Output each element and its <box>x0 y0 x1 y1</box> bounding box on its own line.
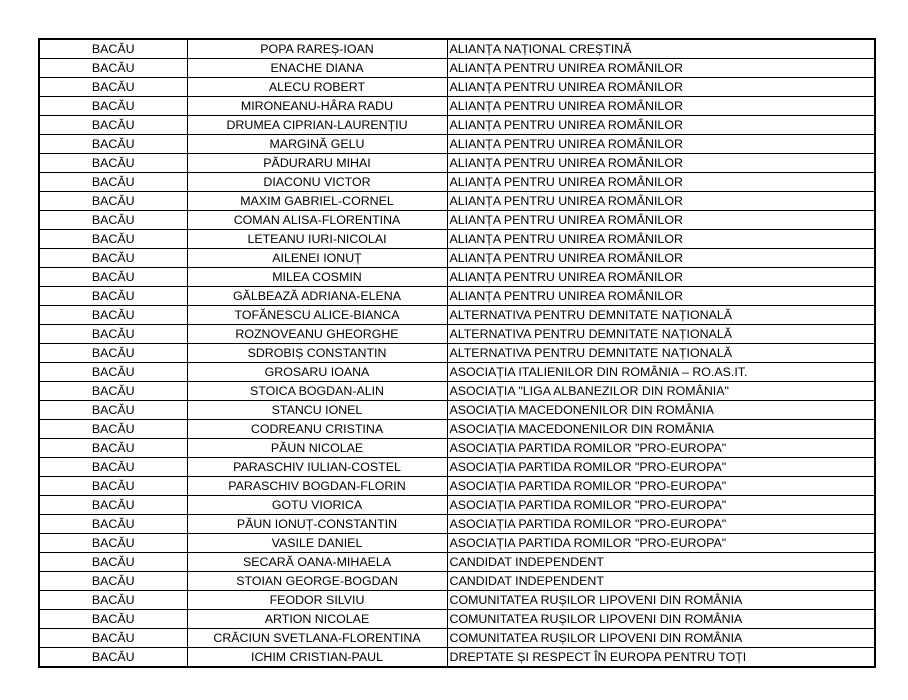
party-cell: ASOCIAȚIA PARTIDA ROMILOR "PRO-EUROPA" <box>447 477 875 496</box>
candidate-name-cell: DRUMEA CIPRIAN-LAURENȚIU <box>187 116 447 135</box>
county-cell: BACĂU <box>39 192 187 211</box>
table-row <box>39 306 875 325</box>
candidate-name-cell: CODREANU CRISTINA <box>187 420 447 439</box>
party-cell: ASOCIAȚIA MACEDONENILOR DIN ROMÂNIA <box>447 420 875 439</box>
candidate-name-cell: POPA RAREȘ-IOAN <box>187 39 447 59</box>
table-row <box>39 477 875 496</box>
county-cell: BACĂU <box>39 382 187 401</box>
candidate-name-cell: SECARĂ OANA-MIHAELA <box>187 553 447 572</box>
county-cell: BACĂU <box>39 648 187 668</box>
party-cell: ASOCIAȚIA PARTIDA ROMILOR "PRO-EUROPA" <box>447 439 875 458</box>
candidate-name-cell: CRĂCIUN SVETLANA-FLORENTINA <box>187 629 447 648</box>
candidate-name-cell: MIRONEANU-HÂRA RADU <box>187 97 447 116</box>
candidate-name-cell: PĂUN NICOLAE <box>187 439 447 458</box>
party-cell: ALIANȚA PENTRU UNIREA ROMÂNILOR <box>447 173 875 192</box>
candidate-name-cell: GOTU VIORICA <box>187 496 447 515</box>
candidate-name-cell: MILEA COSMIN <box>187 268 447 287</box>
table-row <box>39 97 875 116</box>
table-row <box>39 39 875 59</box>
county-cell: BACĂU <box>39 401 187 420</box>
party-cell: ALTERNATIVA PENTRU DEMNITATE NAȚIONALĂ <box>447 325 875 344</box>
county-cell: BACĂU <box>39 59 187 78</box>
table-row <box>39 648 875 668</box>
candidate-name-cell: VASILE DANIEL <box>187 534 447 553</box>
candidate-name-cell: ICHIM CRISTIAN-PAUL <box>187 648 447 668</box>
table-row <box>39 629 875 648</box>
party-cell: ASOCIAȚIA PARTIDA ROMILOR "PRO-EUROPA" <box>447 515 875 534</box>
table-row <box>39 325 875 344</box>
candidate-name-cell: GĂLBEAZĂ ADRIANA-ELENA <box>187 287 447 306</box>
candidate-name-cell: GROSARU IOANA <box>187 363 447 382</box>
county-cell: BACĂU <box>39 249 187 268</box>
county-cell: BACĂU <box>39 268 187 287</box>
county-cell: BACĂU <box>39 420 187 439</box>
county-cell: BACĂU <box>39 135 187 154</box>
county-cell: BACĂU <box>39 629 187 648</box>
table-row <box>39 249 875 268</box>
party-cell: ALIANȚA PENTRU UNIREA ROMÂNILOR <box>447 287 875 306</box>
county-cell: BACĂU <box>39 116 187 135</box>
county-cell: BACĂU <box>39 439 187 458</box>
party-cell: ALIANȚA NAȚIONAL CREȘTINĂ <box>447 39 875 59</box>
candidate-name-cell: PARASCHIV IULIAN-COSTEL <box>187 458 447 477</box>
party-cell: ALIANȚA PENTRU UNIREA ROMÂNILOR <box>447 249 875 268</box>
county-cell: BACĂU <box>39 553 187 572</box>
candidate-name-cell: AILENEI IONUȚ <box>187 249 447 268</box>
county-cell: BACĂU <box>39 78 187 97</box>
table-row <box>39 192 875 211</box>
party-cell: ASOCIAȚIA "LIGA ALBANEZILOR DIN ROMÂNIA" <box>447 382 875 401</box>
party-cell: ASOCIAȚIA PARTIDA ROMILOR "PRO-EUROPA" <box>447 496 875 515</box>
table-row <box>39 458 875 477</box>
party-cell: ALIANȚA PENTRU UNIREA ROMÂNILOR <box>447 192 875 211</box>
party-cell: ALIANȚA PENTRU UNIREA ROMÂNILOR <box>447 268 875 287</box>
county-cell: BACĂU <box>39 173 187 192</box>
table-row <box>39 572 875 591</box>
county-cell: BACĂU <box>39 534 187 553</box>
party-cell: ASOCIAȚIA PARTIDA ROMILOR "PRO-EUROPA" <box>447 458 875 477</box>
county-cell: BACĂU <box>39 363 187 382</box>
county-cell: BACĂU <box>39 591 187 610</box>
table-row <box>39 173 875 192</box>
candidate-name-cell: TOFĂNESCU ALICE-BIANCA <box>187 306 447 325</box>
candidate-name-cell: DIACONU VICTOR <box>187 173 447 192</box>
county-cell: BACĂU <box>39 39 187 59</box>
party-cell: ALIANȚA PENTRU UNIREA ROMÂNILOR <box>447 211 875 230</box>
table-row <box>39 59 875 78</box>
county-cell: BACĂU <box>39 458 187 477</box>
party-cell: ALIANȚA PENTRU UNIREA ROMÂNILOR <box>447 154 875 173</box>
table-row <box>39 553 875 572</box>
table-row <box>39 439 875 458</box>
county-cell: BACĂU <box>39 306 187 325</box>
candidate-name-cell: PĂUN IONUȚ-CONSTANTIN <box>187 515 447 534</box>
candidate-name-cell: ROZNOVEANU GHEORGHE <box>187 325 447 344</box>
county-cell: BACĂU <box>39 97 187 116</box>
party-cell: COMUNITATEA RUȘILOR LIPOVENI DIN ROMÂNIA <box>447 591 875 610</box>
candidate-name-cell: COMAN ALISA-FLORENTINA <box>187 211 447 230</box>
county-cell: BACĂU <box>39 287 187 306</box>
county-cell: BACĂU <box>39 325 187 344</box>
table-row <box>39 610 875 629</box>
county-cell: BACĂU <box>39 572 187 591</box>
table-row <box>39 135 875 154</box>
party-cell: ALIANȚA PENTRU UNIREA ROMÂNILOR <box>447 135 875 154</box>
candidates-table-body <box>39 39 875 667</box>
county-cell: BACĂU <box>39 154 187 173</box>
candidate-name-cell: PĂDURARU MIHAI <box>187 154 447 173</box>
party-cell: CANDIDAT INDEPENDENT <box>447 572 875 591</box>
party-cell: ALTERNATIVA PENTRU DEMNITATE NAȚIONALĂ <box>447 344 875 363</box>
candidate-name-cell: SDROBIȘ CONSTANTIN <box>187 344 447 363</box>
party-cell: CANDIDAT INDEPENDENT <box>447 553 875 572</box>
table-row <box>39 515 875 534</box>
table-row <box>39 230 875 249</box>
party-cell: DREPTATE ȘI RESPECT ÎN EUROPA PENTRU TOȚI <box>447 648 875 668</box>
candidate-name-cell: MARGINĂ GELU <box>187 135 447 154</box>
table-row <box>39 496 875 515</box>
candidate-name-cell: STOIAN GEORGE-BOGDAN <box>187 572 447 591</box>
county-cell: BACĂU <box>39 515 187 534</box>
party-cell: ALTERNATIVA PENTRU DEMNITATE NAȚIONALĂ <box>447 306 875 325</box>
candidate-name-cell: ALECU ROBERT <box>187 78 447 97</box>
county-cell: BACĂU <box>39 610 187 629</box>
table-row <box>39 211 875 230</box>
table-row <box>39 591 875 610</box>
party-cell: ASOCIAȚIA PARTIDA ROMILOR "PRO-EUROPA" <box>447 534 875 553</box>
table-row <box>39 78 875 97</box>
county-cell: BACĂU <box>39 477 187 496</box>
candidate-name-cell: STANCU IONEL <box>187 401 447 420</box>
party-cell: COMUNITATEA RUȘILOR LIPOVENI DIN ROMÂNIA <box>447 629 875 648</box>
party-cell: ASOCIAȚIA ITALIENILOR DIN ROMÂNIA – RO.AS.IT. <box>447 363 875 382</box>
county-cell: BACĂU <box>39 496 187 515</box>
county-cell: BACĂU <box>39 344 187 363</box>
candidate-name-cell: LETEANU IURI-NICOLAI <box>187 230 447 249</box>
candidate-name-cell: FEODOR SILVIU <box>187 591 447 610</box>
candidate-name-cell: ARTION NICOLAE <box>187 610 447 629</box>
table-row <box>39 268 875 287</box>
party-cell: ASOCIAȚIA MACEDONENILOR DIN ROMÂNIA <box>447 401 875 420</box>
party-cell: ALIANȚA PENTRU UNIREA ROMÂNILOR <box>447 97 875 116</box>
candidate-name-cell: MAXIM GABRIEL-CORNEL <box>187 192 447 211</box>
county-cell: BACĂU <box>39 211 187 230</box>
candidate-name-cell: PARASCHIV BOGDAN-FLORIN <box>187 477 447 496</box>
county-cell: BACĂU <box>39 230 187 249</box>
table-row <box>39 382 875 401</box>
table-row <box>39 420 875 439</box>
table-row <box>39 363 875 382</box>
table-row <box>39 534 875 553</box>
party-cell: ALIANȚA PENTRU UNIREA ROMÂNILOR <box>447 116 875 135</box>
table-row <box>39 154 875 173</box>
candidates-table <box>38 38 876 668</box>
table-row <box>39 287 875 306</box>
party-cell: ALIANȚA PENTRU UNIREA ROMÂNILOR <box>447 230 875 249</box>
party-cell: COMUNITATEA RUȘILOR LIPOVENI DIN ROMÂNIA <box>447 610 875 629</box>
candidate-name-cell: STOICA BOGDAN-ALIN <box>187 382 447 401</box>
table-row <box>39 344 875 363</box>
party-cell: ALIANȚA PENTRU UNIREA ROMÂNILOR <box>447 78 875 97</box>
candidate-name-cell: ENACHE DIANA <box>187 59 447 78</box>
table-row <box>39 116 875 135</box>
table-row <box>39 401 875 420</box>
party-cell: ALIANȚA PENTRU UNIREA ROMÂNILOR <box>447 59 875 78</box>
